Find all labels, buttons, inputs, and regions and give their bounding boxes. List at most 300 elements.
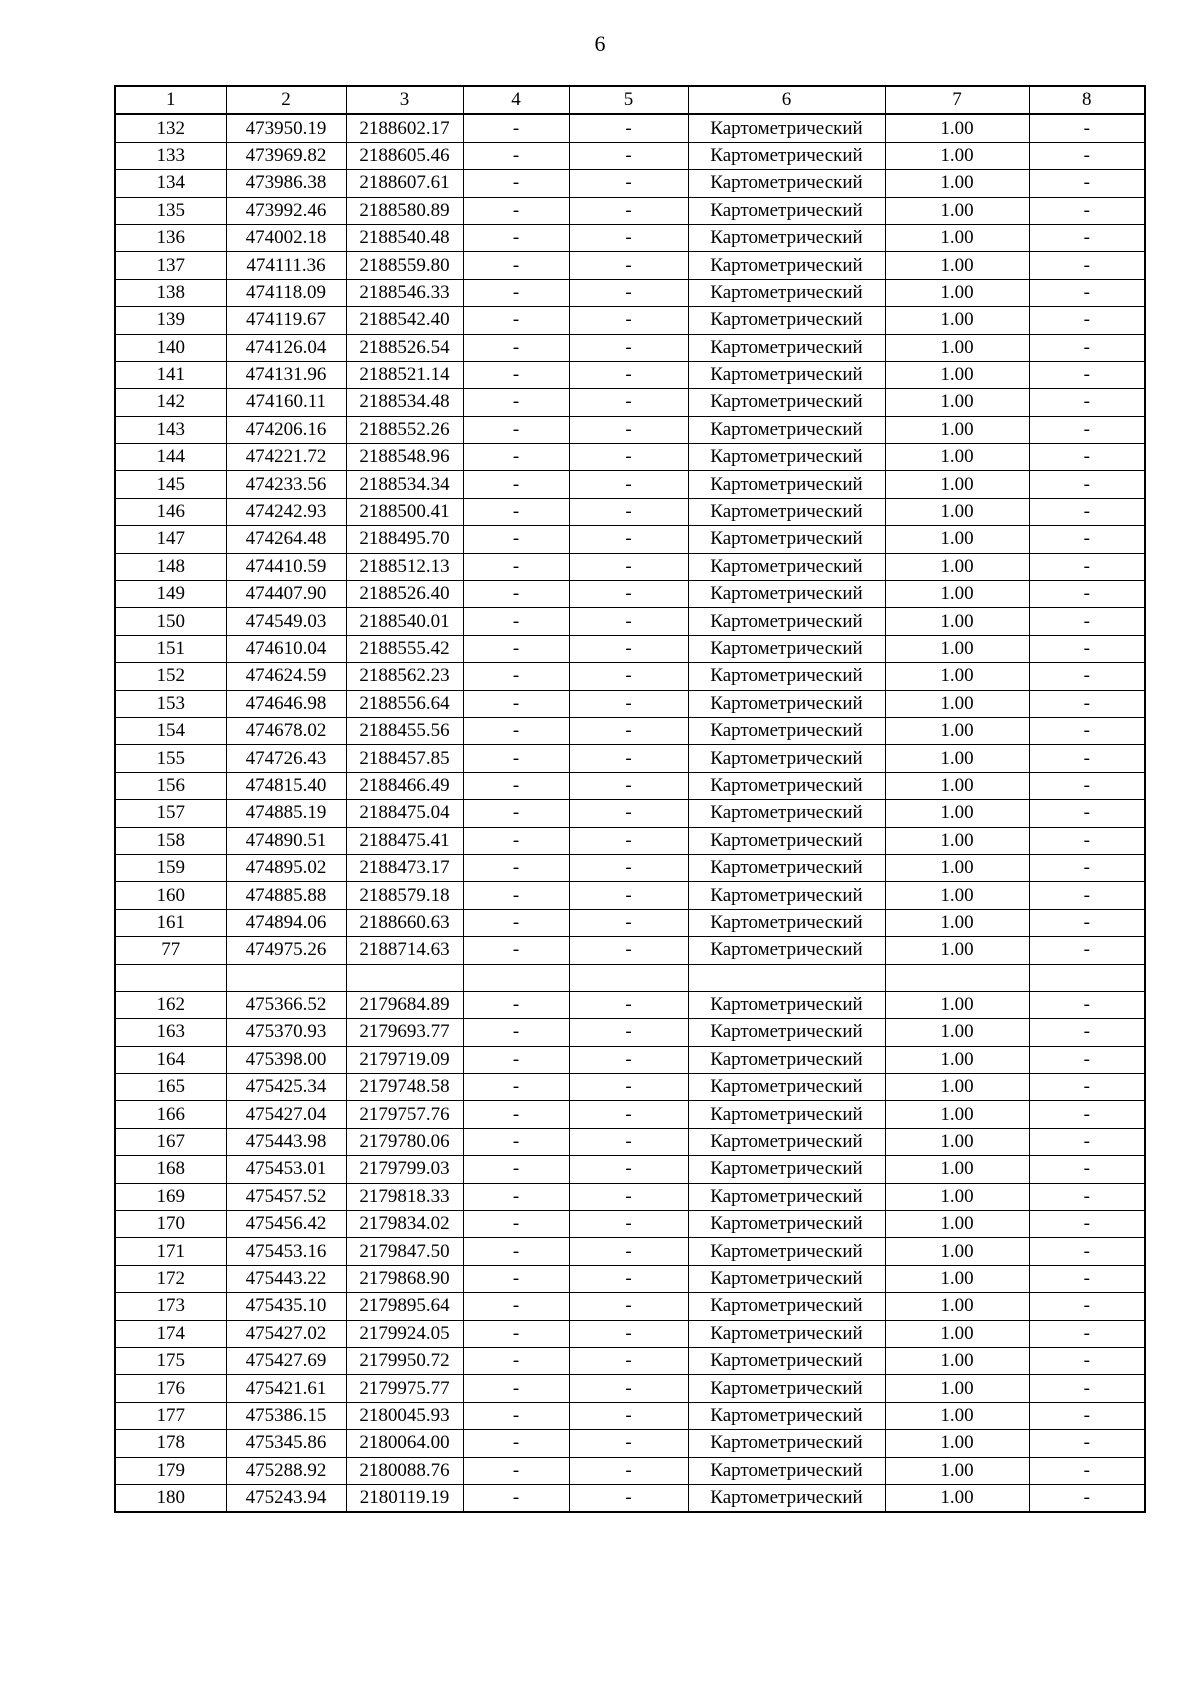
col5-cell: - (569, 307, 688, 334)
y-coordinate-cell: 2179757.76 (346, 1101, 463, 1128)
table-row (115, 745, 1145, 772)
method-cell: Картометрический (688, 1375, 885, 1402)
y-coordinate-cell: 2188556.64 (346, 690, 463, 717)
point-number-cell: 165 (115, 1074, 226, 1101)
col8-cell: - (1029, 854, 1145, 881)
point-number-cell: 175 (115, 1347, 226, 1374)
col4-cell (463, 964, 569, 991)
x-coordinate-cell: 474890.51 (226, 827, 346, 854)
point-number-cell: 167 (115, 1128, 226, 1155)
point-number-cell: 135 (115, 197, 226, 224)
x-coordinate-cell: 475453.16 (226, 1238, 346, 1265)
table-row (115, 1128, 1145, 1155)
x-coordinate-cell: 474118.09 (226, 279, 346, 306)
x-coordinate-cell: 474119.67 (226, 307, 346, 334)
point-number-cell: 163 (115, 1019, 226, 1046)
method-cell: Картометрический (688, 279, 885, 306)
coordinates-table (114, 85, 1146, 1513)
point-number-cell: 150 (115, 608, 226, 635)
point-number-cell: 144 (115, 444, 226, 471)
col8-cell: - (1029, 800, 1145, 827)
method-cell: Картометрический (688, 1402, 885, 1429)
col8-cell: - (1029, 224, 1145, 251)
y-coordinate-cell: 2188475.04 (346, 800, 463, 827)
point-number-cell: 152 (115, 663, 226, 690)
x-coordinate-cell: 474407.90 (226, 581, 346, 608)
x-coordinate-cell: 475457.52 (226, 1183, 346, 1210)
table-row (115, 1375, 1145, 1402)
accuracy-cell: 1.00 (885, 690, 1029, 717)
col8-cell: - (1029, 745, 1145, 772)
x-coordinate-cell: 475421.61 (226, 1375, 346, 1402)
col5-cell: - (569, 827, 688, 854)
y-coordinate-cell: 2188602.17 (346, 114, 463, 142)
x-coordinate-cell: 473986.38 (226, 170, 346, 197)
col5-cell: - (569, 854, 688, 881)
accuracy-cell: 1.00 (885, 608, 1029, 635)
col4-cell: - (463, 1457, 569, 1484)
y-coordinate-cell: 2179950.72 (346, 1347, 463, 1374)
method-cell: Картометрический (688, 690, 885, 717)
col8-cell: - (1029, 1265, 1145, 1292)
table-row (115, 1265, 1145, 1292)
accuracy-cell: 1.00 (885, 827, 1029, 854)
accuracy-cell: 1.00 (885, 553, 1029, 580)
accuracy-cell: 1.00 (885, 1046, 1029, 1073)
table-row (115, 224, 1145, 251)
method-cell: Картометрический (688, 772, 885, 799)
x-coordinate-cell: 475366.52 (226, 991, 346, 1018)
col8-cell: - (1029, 471, 1145, 498)
method-cell: Картометрический (688, 1046, 885, 1073)
column-header: 3 (346, 86, 463, 114)
col8-cell: - (1029, 991, 1145, 1018)
x-coordinate-cell: 475456.42 (226, 1211, 346, 1238)
point-number-cell: 161 (115, 909, 226, 936)
x-coordinate-cell: 474895.02 (226, 854, 346, 881)
col8-cell: - (1029, 1019, 1145, 1046)
method-cell: Картометрический (688, 909, 885, 936)
column-header: 1 (115, 86, 226, 114)
x-coordinate-cell: 474726.43 (226, 745, 346, 772)
point-number-cell: 143 (115, 416, 226, 443)
col4-cell: - (463, 663, 569, 690)
col8-cell: - (1029, 690, 1145, 717)
method-cell: Картометрический (688, 142, 885, 169)
method-cell: Картометрический (688, 197, 885, 224)
col8-cell: - (1029, 608, 1145, 635)
y-coordinate-cell: 2179847.50 (346, 1238, 463, 1265)
accuracy-cell: 1.00 (885, 1347, 1029, 1374)
col8-cell: - (1029, 526, 1145, 553)
col4-cell: - (463, 635, 569, 662)
col4-cell: - (463, 1156, 569, 1183)
col4-cell: - (463, 526, 569, 553)
col5-cell: - (569, 1293, 688, 1320)
point-number-cell: 160 (115, 882, 226, 909)
x-coordinate-cell: 474264.48 (226, 526, 346, 553)
table-row (115, 361, 1145, 388)
point-number-cell: 174 (115, 1320, 226, 1347)
accuracy-cell: 1.00 (885, 170, 1029, 197)
x-coordinate-cell: 474206.16 (226, 416, 346, 443)
accuracy-cell: 1.00 (885, 937, 1029, 964)
y-coordinate-cell: 2188521.14 (346, 361, 463, 388)
table-row (115, 1019, 1145, 1046)
y-coordinate-cell: 2179924.05 (346, 1320, 463, 1347)
x-coordinate-cell: 475443.98 (226, 1128, 346, 1155)
col5-cell: - (569, 1019, 688, 1046)
point-number-cell: 132 (115, 114, 226, 142)
col8-cell: - (1029, 114, 1145, 142)
col4-cell: - (463, 142, 569, 169)
table-row (115, 444, 1145, 471)
col8-cell: - (1029, 553, 1145, 580)
table-row (115, 1101, 1145, 1128)
table-row (115, 1183, 1145, 1210)
accuracy-cell: 1.00 (885, 1128, 1029, 1155)
x-coordinate-cell: 475427.02 (226, 1320, 346, 1347)
col8-cell (1029, 964, 1145, 991)
col8-cell: - (1029, 279, 1145, 306)
x-coordinate-cell: 474111.36 (226, 252, 346, 279)
x-coordinate-cell: 474975.26 (226, 937, 346, 964)
col8-cell: - (1029, 635, 1145, 662)
method-cell: Картометрический (688, 170, 885, 197)
col4-cell: - (463, 1265, 569, 1292)
col4-cell: - (463, 909, 569, 936)
point-number-cell: 146 (115, 498, 226, 525)
x-coordinate-cell: 473969.82 (226, 142, 346, 169)
col8-cell: - (1029, 1402, 1145, 1429)
table-row (115, 909, 1145, 936)
x-coordinate-cell: 475435.10 (226, 1293, 346, 1320)
col5-cell: - (569, 1320, 688, 1347)
col5-cell: - (569, 1156, 688, 1183)
col5-cell: - (569, 1484, 688, 1512)
accuracy-cell: 1.00 (885, 1156, 1029, 1183)
x-coordinate-cell: 474815.40 (226, 772, 346, 799)
point-number-cell: 133 (115, 142, 226, 169)
accuracy-cell: 1.00 (885, 361, 1029, 388)
col8-cell: - (1029, 882, 1145, 909)
col4-cell: - (463, 389, 569, 416)
method-cell: Картометрический (688, 526, 885, 553)
point-number-cell (115, 964, 226, 991)
x-coordinate-cell: 475427.69 (226, 1347, 346, 1374)
point-number-cell: 173 (115, 1293, 226, 1320)
accuracy-cell: 1.00 (885, 1402, 1029, 1429)
method-cell: Картометрический (688, 307, 885, 334)
point-number-cell: 180 (115, 1484, 226, 1512)
point-number-cell: 139 (115, 307, 226, 334)
method-cell: Картометрический (688, 608, 885, 635)
col8-cell: - (1029, 909, 1145, 936)
col5-cell: - (569, 389, 688, 416)
table-row (115, 937, 1145, 964)
y-coordinate-cell: 2188559.80 (346, 252, 463, 279)
point-number-cell: 170 (115, 1211, 226, 1238)
method-cell: Картометрический (688, 937, 885, 964)
x-coordinate-cell: 474678.02 (226, 717, 346, 744)
col4-cell: - (463, 800, 569, 827)
col4-cell: - (463, 224, 569, 251)
x-coordinate-cell: 474242.93 (226, 498, 346, 525)
col5-cell: - (569, 909, 688, 936)
table-header (115, 86, 1145, 114)
accuracy-cell: 1.00 (885, 224, 1029, 251)
y-coordinate-cell (346, 964, 463, 991)
accuracy-cell: 1.00 (885, 444, 1029, 471)
col8-cell: - (1029, 1347, 1145, 1374)
column-header: 8 (1029, 86, 1145, 114)
method-cell: Картометрический (688, 800, 885, 827)
table-row (115, 964, 1145, 991)
y-coordinate-cell: 2179975.77 (346, 1375, 463, 1402)
table-row (115, 1156, 1145, 1183)
x-coordinate-cell (226, 964, 346, 991)
point-number-cell: 158 (115, 827, 226, 854)
col8-cell: - (1029, 1074, 1145, 1101)
accuracy-cell: 1.00 (885, 1375, 1029, 1402)
x-coordinate-cell: 475453.01 (226, 1156, 346, 1183)
col5-cell: - (569, 635, 688, 662)
method-cell: Картометрический (688, 581, 885, 608)
accuracy-cell: 1.00 (885, 745, 1029, 772)
col8-cell: - (1029, 1156, 1145, 1183)
x-coordinate-cell: 474410.59 (226, 553, 346, 580)
col4-cell: - (463, 498, 569, 525)
method-cell: Картометрический (688, 471, 885, 498)
table-row (115, 197, 1145, 224)
point-number-cell: 149 (115, 581, 226, 608)
y-coordinate-cell: 2188540.01 (346, 608, 463, 635)
y-coordinate-cell: 2188562.23 (346, 663, 463, 690)
table-row (115, 608, 1145, 635)
accuracy-cell: 1.00 (885, 717, 1029, 744)
method-cell: Картометрический (688, 991, 885, 1018)
x-coordinate-cell: 475288.92 (226, 1457, 346, 1484)
table-row (115, 717, 1145, 744)
col8-cell: - (1029, 1183, 1145, 1210)
col4-cell: - (463, 416, 569, 443)
method-cell: Картометрический (688, 1101, 885, 1128)
col5-cell: - (569, 690, 688, 717)
accuracy-cell: 1.00 (885, 1293, 1029, 1320)
table-row (115, 498, 1145, 525)
x-coordinate-cell: 475425.34 (226, 1074, 346, 1101)
point-number-cell: 77 (115, 937, 226, 964)
method-cell: Картометрический (688, 635, 885, 662)
col5-cell (569, 964, 688, 991)
method-cell: Картометрический (688, 882, 885, 909)
method-cell: Картометрический (688, 252, 885, 279)
col4-cell: - (463, 882, 569, 909)
y-coordinate-cell: 2188500.41 (346, 498, 463, 525)
accuracy-cell: 1.00 (885, 526, 1029, 553)
column-header: 2 (226, 86, 346, 114)
y-coordinate-cell: 2179780.06 (346, 1128, 463, 1155)
col4-cell: - (463, 1347, 569, 1374)
accuracy-cell (885, 964, 1029, 991)
page-number: 6 (594, 31, 606, 56)
accuracy-cell: 1.00 (885, 498, 1029, 525)
col4-cell: - (463, 854, 569, 881)
x-coordinate-cell: 475243.94 (226, 1484, 346, 1512)
col8-cell: - (1029, 197, 1145, 224)
method-cell: Картометрический (688, 1457, 885, 1484)
table-row (115, 416, 1145, 443)
col8-cell: - (1029, 307, 1145, 334)
accuracy-cell: 1.00 (885, 882, 1029, 909)
y-coordinate-cell: 2179834.02 (346, 1211, 463, 1238)
method-cell: Картометрический (688, 1211, 885, 1238)
col5-cell: - (569, 882, 688, 909)
table-row (115, 854, 1145, 881)
y-coordinate-cell: 2179693.77 (346, 1019, 463, 1046)
accuracy-cell: 1.00 (885, 1320, 1029, 1347)
table-row (115, 114, 1145, 142)
col4-cell: - (463, 197, 569, 224)
method-cell: Картометрический (688, 854, 885, 881)
col5-cell: - (569, 1347, 688, 1374)
method-cell: Картометрический (688, 553, 885, 580)
col8-cell: - (1029, 1211, 1145, 1238)
x-coordinate-cell: 474885.19 (226, 800, 346, 827)
col5-cell: - (569, 1375, 688, 1402)
method-cell: Картометрический (688, 498, 885, 525)
method-cell: Картометрический (688, 717, 885, 744)
table-row (115, 1402, 1145, 1429)
col4-cell: - (463, 1430, 569, 1457)
point-number-cell: 142 (115, 389, 226, 416)
y-coordinate-cell: 2179799.03 (346, 1156, 463, 1183)
method-cell: Картометрический (688, 334, 885, 361)
method-cell (688, 964, 885, 991)
y-coordinate-cell: 2188534.34 (346, 471, 463, 498)
col5-cell: - (569, 772, 688, 799)
x-coordinate-cell: 473992.46 (226, 197, 346, 224)
y-coordinate-cell: 2179868.90 (346, 1265, 463, 1292)
point-number-cell: 162 (115, 991, 226, 1018)
table-row (115, 800, 1145, 827)
col4-cell: - (463, 827, 569, 854)
col8-cell: - (1029, 1430, 1145, 1457)
point-number-cell: 172 (115, 1265, 226, 1292)
col8-cell: - (1029, 581, 1145, 608)
table-row (115, 1293, 1145, 1320)
accuracy-cell: 1.00 (885, 1211, 1029, 1238)
accuracy-cell: 1.00 (885, 991, 1029, 1018)
table-row (115, 279, 1145, 306)
accuracy-cell: 1.00 (885, 1265, 1029, 1292)
y-coordinate-cell: 2179818.33 (346, 1183, 463, 1210)
col5-cell: - (569, 608, 688, 635)
y-coordinate-cell: 2180088.76 (346, 1457, 463, 1484)
point-number-cell: 176 (115, 1375, 226, 1402)
col5-cell: - (569, 1074, 688, 1101)
col4-cell: - (463, 690, 569, 717)
y-coordinate-cell: 2179748.58 (346, 1074, 463, 1101)
accuracy-cell: 1.00 (885, 663, 1029, 690)
table-row (115, 334, 1145, 361)
table-row (115, 635, 1145, 662)
col5-cell: - (569, 1238, 688, 1265)
point-number-cell: 141 (115, 361, 226, 388)
method-cell: Картометрический (688, 361, 885, 388)
x-coordinate-cell: 474885.88 (226, 882, 346, 909)
method-cell: Картометрический (688, 1238, 885, 1265)
col8-cell: - (1029, 498, 1145, 525)
col8-cell: - (1029, 1046, 1145, 1073)
col4-cell: - (463, 1211, 569, 1238)
col8-cell: - (1029, 1293, 1145, 1320)
col8-cell: - (1029, 252, 1145, 279)
method-cell: Картометрический (688, 1320, 885, 1347)
y-coordinate-cell: 2180119.19 (346, 1484, 463, 1512)
y-coordinate-cell: 2188546.33 (346, 279, 463, 306)
col8-cell: - (1029, 1238, 1145, 1265)
y-coordinate-cell: 2188580.89 (346, 197, 463, 224)
accuracy-cell: 1.00 (885, 1484, 1029, 1512)
x-coordinate-cell: 473950.19 (226, 114, 346, 142)
x-coordinate-cell: 474233.56 (226, 471, 346, 498)
y-coordinate-cell: 2179895.64 (346, 1293, 463, 1320)
point-number-cell: 168 (115, 1156, 226, 1183)
method-cell: Картометрический (688, 416, 885, 443)
y-coordinate-cell: 2188548.96 (346, 444, 463, 471)
col5-cell: - (569, 142, 688, 169)
point-number-cell: 134 (115, 170, 226, 197)
method-cell: Картометрический (688, 1183, 885, 1210)
table-row (115, 1046, 1145, 1073)
column-header: 5 (569, 86, 688, 114)
y-coordinate-cell: 2179719.09 (346, 1046, 463, 1073)
table-row (115, 882, 1145, 909)
x-coordinate-cell: 475386.15 (226, 1402, 346, 1429)
col8-cell: - (1029, 1128, 1145, 1155)
y-coordinate-cell: 2188542.40 (346, 307, 463, 334)
point-number-cell: 137 (115, 252, 226, 279)
y-coordinate-cell: 2188495.70 (346, 526, 463, 553)
table-row (115, 1074, 1145, 1101)
col4-cell: - (463, 937, 569, 964)
col4-cell: - (463, 991, 569, 1018)
accuracy-cell: 1.00 (885, 909, 1029, 936)
y-coordinate-cell: 2188540.48 (346, 224, 463, 251)
x-coordinate-cell: 475427.04 (226, 1101, 346, 1128)
table-row (115, 581, 1145, 608)
point-number-cell: 145 (115, 471, 226, 498)
table-body (115, 114, 1145, 1512)
col5-cell: - (569, 800, 688, 827)
table-row (115, 991, 1145, 1018)
table-row (115, 1484, 1145, 1512)
col4-cell: - (463, 553, 569, 580)
method-cell: Картометрический (688, 1156, 885, 1183)
x-coordinate-cell: 474160.11 (226, 389, 346, 416)
accuracy-cell: 1.00 (885, 1238, 1029, 1265)
method-cell: Картометрический (688, 1019, 885, 1046)
col8-cell: - (1029, 772, 1145, 799)
table-row (115, 1347, 1145, 1374)
col5-cell: - (569, 1265, 688, 1292)
col5-cell: - (569, 745, 688, 772)
col5-cell: - (569, 416, 688, 443)
col5-cell: - (569, 663, 688, 690)
accuracy-cell: 1.00 (885, 416, 1029, 443)
y-coordinate-cell: 2188605.46 (346, 142, 463, 169)
